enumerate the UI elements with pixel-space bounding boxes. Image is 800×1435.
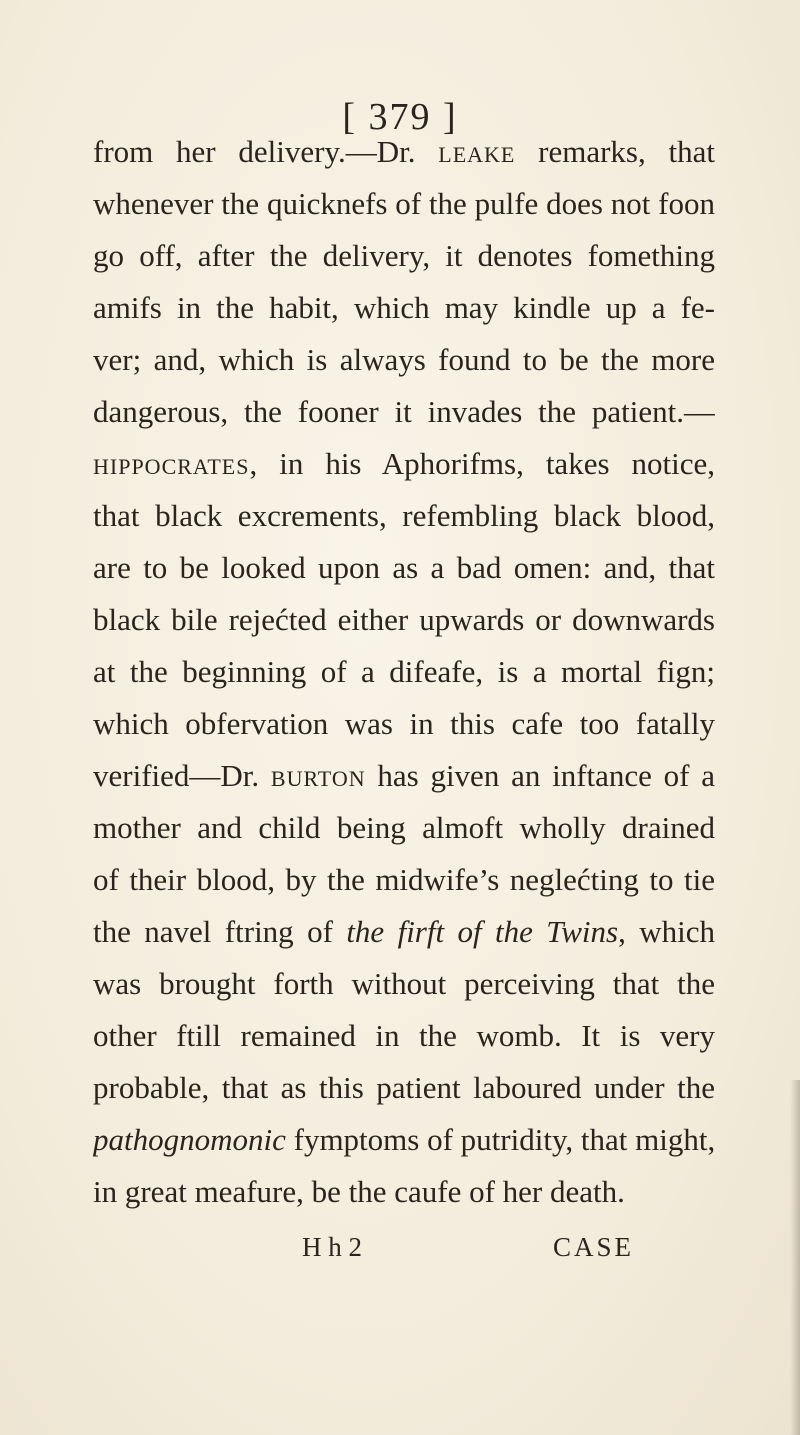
text-line (93, 230, 715, 282)
text-segment: mother and child being almoft wholly drained (93, 810, 715, 845)
name-small-caps: burton (270, 758, 366, 793)
text-segment: that black excrements, refembling black blood, (93, 498, 715, 533)
text-segment: of their blood, by the midwife’s neglećting to tie (93, 862, 715, 897)
text-line (93, 178, 715, 230)
page-footer (0, 1232, 800, 1272)
text-segment: other ftill remained in the womb. It is very (93, 1018, 715, 1053)
text-segment: , which (618, 914, 715, 949)
text-line (93, 1114, 715, 1166)
text-segment: , in his Aphorifms, takes notice, (249, 446, 715, 481)
text-line (93, 438, 715, 490)
italic-text: pathognomonic (93, 1122, 286, 1157)
text-line (93, 1062, 715, 1114)
name-small-caps: leake (438, 134, 516, 169)
text-segment: which obfervation was in this cafe too fatally (93, 706, 715, 741)
text-line (93, 646, 715, 698)
text-line (93, 958, 715, 1010)
text-segment: from her delivery.—Dr. (93, 134, 439, 169)
text-line (93, 126, 715, 178)
page-edge-shadow (790, 1080, 800, 1435)
text-line (93, 750, 715, 802)
text-line (93, 698, 715, 750)
text-line (93, 802, 715, 854)
body-text (93, 126, 715, 1218)
text-segment: has given an inftance of a (365, 758, 715, 793)
text-segment: whenever the quicknefs of the pulfe does not foon (93, 186, 715, 221)
text-segment: remarks, that (515, 134, 715, 169)
text-segment: at the beginning of a difeafe, is a mortal fign; (93, 654, 715, 689)
text-segment: fymptoms of putridity, that might, (285, 1122, 715, 1157)
text-segment: verified—Dr. (93, 758, 271, 793)
text-line (93, 1166, 715, 1218)
text-segment: probable, that as this patient laboured under the (93, 1070, 715, 1105)
text-segment: black bile rejećted either upwards or downwards (93, 602, 715, 637)
text-segment: ver; and, which is always found to be the more (93, 342, 715, 377)
signature-mark: H h 2 (302, 1232, 362, 1262)
text-segment: was brought forth without perceiving that the (93, 966, 715, 1001)
text-line (93, 490, 715, 542)
text-line (93, 386, 715, 438)
text-line (93, 594, 715, 646)
text-line (93, 906, 715, 958)
text-line (93, 334, 715, 386)
italic-text: the firft of the Twins (346, 914, 619, 949)
text-segment: the navel ftring of (93, 914, 347, 949)
text-line (93, 282, 715, 334)
catchword: CASE (553, 1232, 635, 1262)
text-line (93, 542, 715, 594)
text-line (93, 854, 715, 906)
text-segment: amifs in the habit, which may kindle up a fe- (93, 290, 715, 325)
text-line (93, 1010, 715, 1062)
text-segment: in great meafure, be the caufe of her death. (93, 1174, 625, 1209)
text-segment: dangerous, the fooner it invades the patient.— (93, 394, 715, 429)
page-number: [ 379 ] (342, 96, 458, 138)
name-small-caps: hippocrates (93, 446, 250, 481)
text-segment: are to be looked upon as a bad omen: and, that (93, 550, 715, 585)
text-segment: go off, after the delivery, it denotes fomething (93, 238, 715, 273)
